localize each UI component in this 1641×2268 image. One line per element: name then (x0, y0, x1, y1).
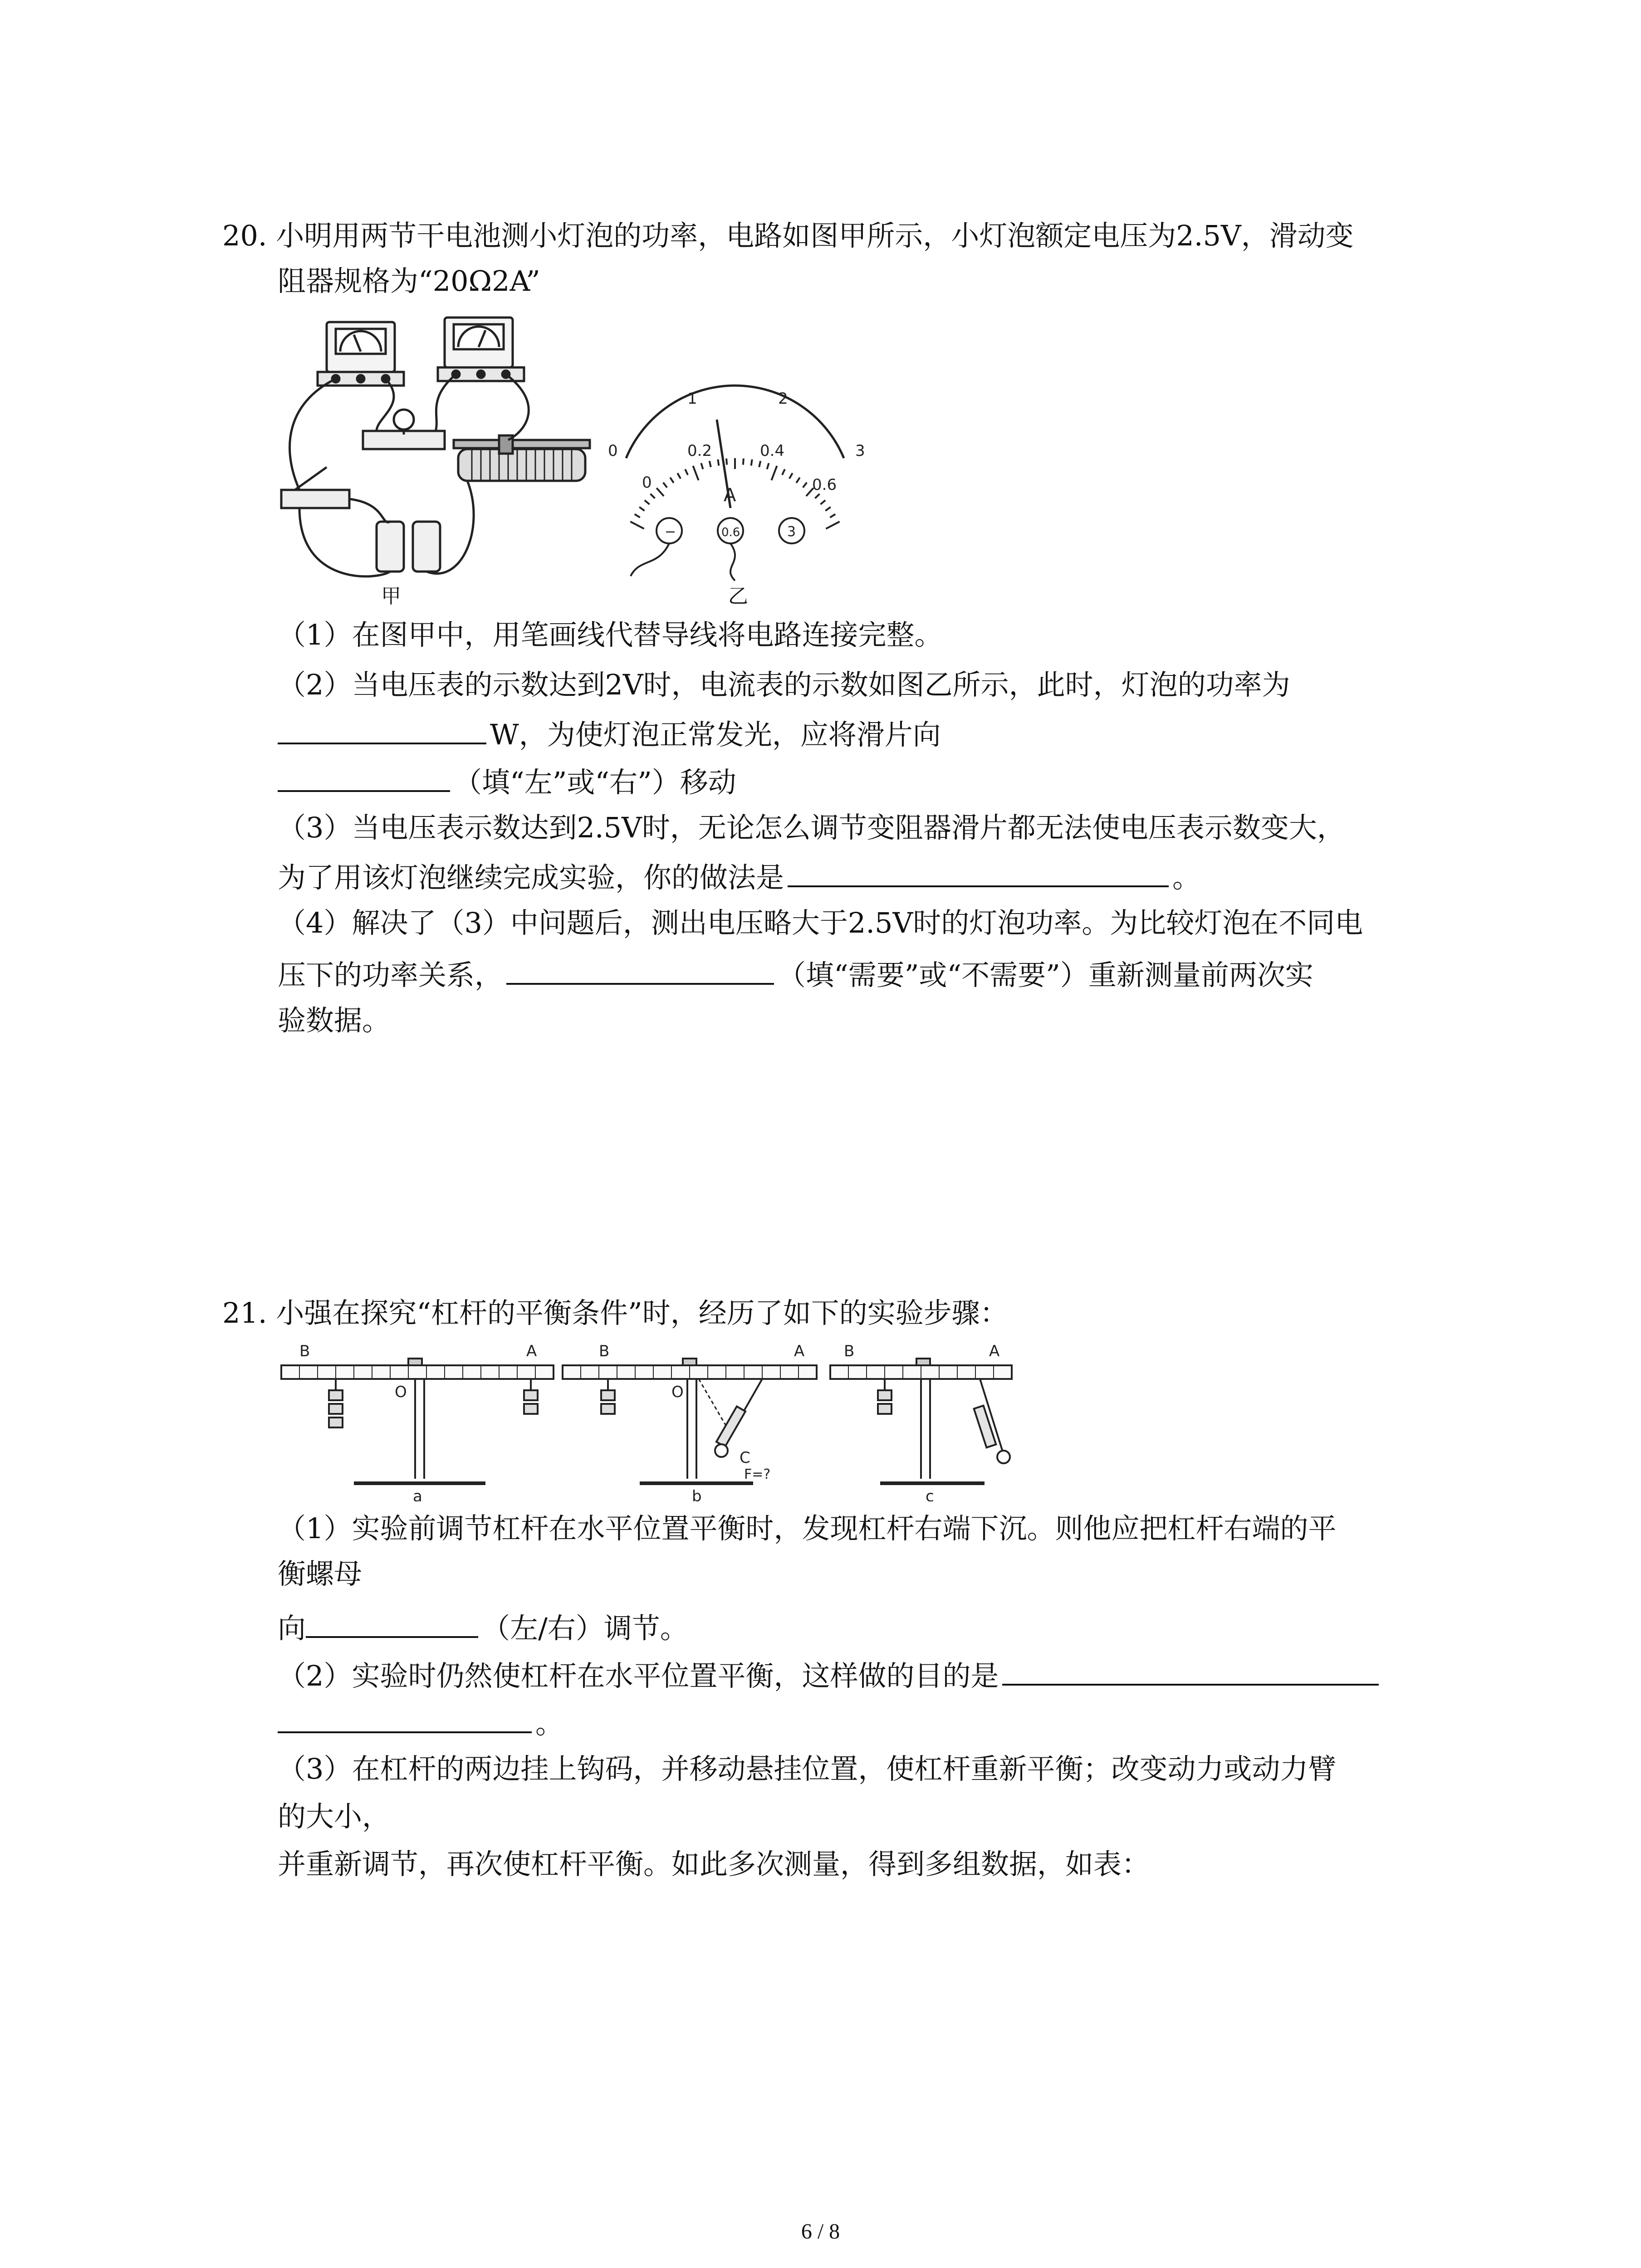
fig-b-label-B: B (599, 1342, 610, 1360)
meter-scale-tick (718, 459, 719, 466)
meter-scale-tick (710, 461, 711, 467)
meter-scale-tick (726, 459, 727, 465)
meter-scale-tick (743, 459, 744, 465)
meter-top-tick-2: 2 (778, 390, 788, 408)
answer-blank-power[interactable] (278, 714, 486, 744)
meter-scale-tick (630, 522, 644, 529)
meter-bottom-tick-0: 0 (642, 474, 652, 492)
fig-a-label-A: A (526, 1342, 537, 1360)
q21-part1-line1: （1）实验前调节杠杆在水平位置平衡时，发现杠杆右端下沉。则他应把杠杆右端的平 (278, 1512, 1337, 1545)
page-number: 6 / 8 (801, 2219, 840, 2244)
q21-part3-line1: （3）在杠杆的两边挂上钩码，并移动悬挂位置，使杠杆重新平衡；改变动力或动力臂 (278, 1752, 1337, 1785)
fig-a-caption: a (413, 1487, 422, 1501)
meter-top-tick-1: 1 (687, 390, 697, 408)
q20-part3-line2-text: 为了用该灯泡继续完成实验，你的做法是 (278, 861, 784, 894)
q20-part4-line1: （4）解决了（3）中问题后，测出电压略大于2.5V时的灯泡功率。为比较灯泡在不同电 (278, 906, 1363, 939)
meter-bottom-tick-3: 0.6 (812, 476, 837, 494)
q21-part3-line2: 的大小， (278, 1800, 391, 1833)
meter-scale-tick (825, 507, 830, 511)
meter-terminal-3: 3 (787, 524, 796, 540)
meter-scale-tick (803, 483, 807, 488)
q20-part3-line2 (278, 857, 1200, 896)
meter-scale-tick (782, 469, 785, 475)
meter-top-tick-3: 3 (855, 442, 865, 460)
q21-lever-figures (272, 1338, 1071, 1501)
fig-b-label-A: A (794, 1342, 805, 1360)
meter-top-tick-0: 0 (608, 442, 618, 460)
meter-terminal-0.6: 0.6 (721, 526, 740, 539)
meter-scale-tick (693, 466, 699, 480)
q21-part1-line3-after: （左/右）调节。 (482, 1612, 688, 1645)
fig-c-caption: c (926, 1487, 934, 1501)
meter-scale-tick (670, 478, 674, 483)
fig-a-label-O: O (395, 1383, 407, 1401)
q21-part3-line3: 并重新调节，再次使杠杆平衡。如此多次测量，得到多组数据，如表： (278, 1848, 1150, 1881)
answer-blank-purpose[interactable] (1002, 1656, 1379, 1686)
fig-b-force-label: F=? (744, 1466, 771, 1482)
q21-part1-line3-text: 向 (278, 1612, 306, 1645)
q20-part3-line1: （3）当电压表示数达到2.5V时，无论怎么调节变阻器滑片都无法使电压表示数变大， (278, 811, 1345, 844)
q20-part4-line2-after: （填“需要”或“不需要”）重新测量前两次实 (778, 958, 1313, 992)
meter-scale-tick (771, 466, 777, 480)
q21-stem-line1: 21. 小强在探究“杠杆的平衡条件”时，经历了如下的实验步骤： (222, 1296, 1008, 1330)
q20-ammeter-figure (590, 376, 880, 585)
fig-yi-label: 乙 (728, 585, 748, 608)
meter-scale-tick (751, 459, 752, 466)
answer-blank-direction[interactable] (278, 762, 450, 792)
circuit-apparatus-drawing (272, 313, 599, 594)
q20-part2-line2 (278, 714, 941, 753)
answer-blank-need[interactable] (506, 955, 774, 985)
q20-part4-line3: 验数据。 (278, 1004, 391, 1037)
q20-stem-line1: 20. 小明用两节干电池测小灯泡的功率，电路如图甲所示，小灯泡额定电压为2.5V，滑动变 (222, 219, 1354, 252)
meter-scale-tick (820, 500, 825, 504)
q20-circuit-figure (272, 313, 599, 594)
meter-scale-tick (789, 473, 793, 479)
answer-blank-left-right[interactable] (306, 1608, 478, 1638)
meter-scale-tick (685, 469, 688, 475)
lever-experiment-drawing (272, 1338, 1071, 1501)
meter-scale-tick (645, 500, 650, 504)
q20-part2-line1: （2）当电压表的示数达到2V时，电流表的示数如图乙所示，此时，灯泡的功率为 (278, 668, 1290, 701)
fig-b-label-C: C (740, 1449, 750, 1467)
meter-scale-tick (767, 463, 769, 469)
meter-scale-tick (796, 478, 800, 483)
meter-scale-tick (759, 461, 760, 467)
answer-blank-purpose-cont[interactable] (278, 1703, 532, 1733)
meter-terminal-negative: − (665, 524, 676, 540)
meter-scale-tick (815, 494, 819, 499)
fig-c-label-B: B (844, 1342, 855, 1360)
q20-part3-period: 。 (1172, 861, 1201, 894)
answer-blank-method[interactable] (788, 857, 1169, 887)
meter-scale-tick (635, 514, 640, 517)
meter-scale-tick (639, 507, 644, 511)
meter-scale-tick (830, 514, 835, 517)
q21-part2-line1 (278, 1656, 1382, 1694)
q20-stem-line2: 阻器规格为“20Ω2A” (278, 264, 540, 298)
ammeter-dial-drawing (590, 376, 880, 585)
fig-jia-label: 甲 (381, 585, 401, 608)
meter-bottom-tick-2: 0.4 (760, 442, 785, 460)
meter-unit-label: A (724, 485, 736, 506)
meter-scale-tick (677, 473, 681, 479)
q21-part2-line1-text: （2）实验时仍然使杠杆在水平位置平衡，这样做的目的是 (278, 1659, 999, 1692)
q20-part2-line2-text: W，为使灯泡正常发光，应将滑片向 (490, 718, 941, 751)
q20-part2-line3-text: （填“左”或“右”）移动 (454, 766, 736, 799)
fig-b-caption: b (692, 1487, 702, 1501)
q21-part2-line2 (278, 1703, 563, 1742)
fig-c-label-A: A (989, 1342, 1000, 1360)
meter-scale-tick (701, 463, 703, 469)
meter-scale-tick (826, 522, 839, 529)
q20-part4-line2 (278, 955, 1313, 993)
fig-b-label-O: O (671, 1383, 684, 1401)
q21-part1-line3 (278, 1608, 688, 1647)
q21-part1-line2: 衡螺母 (278, 1557, 362, 1590)
q21-part2-period: 。 (535, 1707, 564, 1740)
meter-bottom-tick-1: 0.2 (687, 442, 712, 460)
q20-part4-line2-text: 压下的功率关系， (278, 958, 503, 992)
fig-a-label-B: B (299, 1342, 310, 1360)
meter-scale-tick (663, 483, 667, 488)
meter-scale-tick (651, 494, 655, 499)
q20-part1: （1）在图甲中，用笔画线代替导线将电路连接完整。 (278, 618, 943, 651)
meter-scale-tick (656, 488, 664, 496)
q20-part2-line3 (278, 762, 736, 801)
